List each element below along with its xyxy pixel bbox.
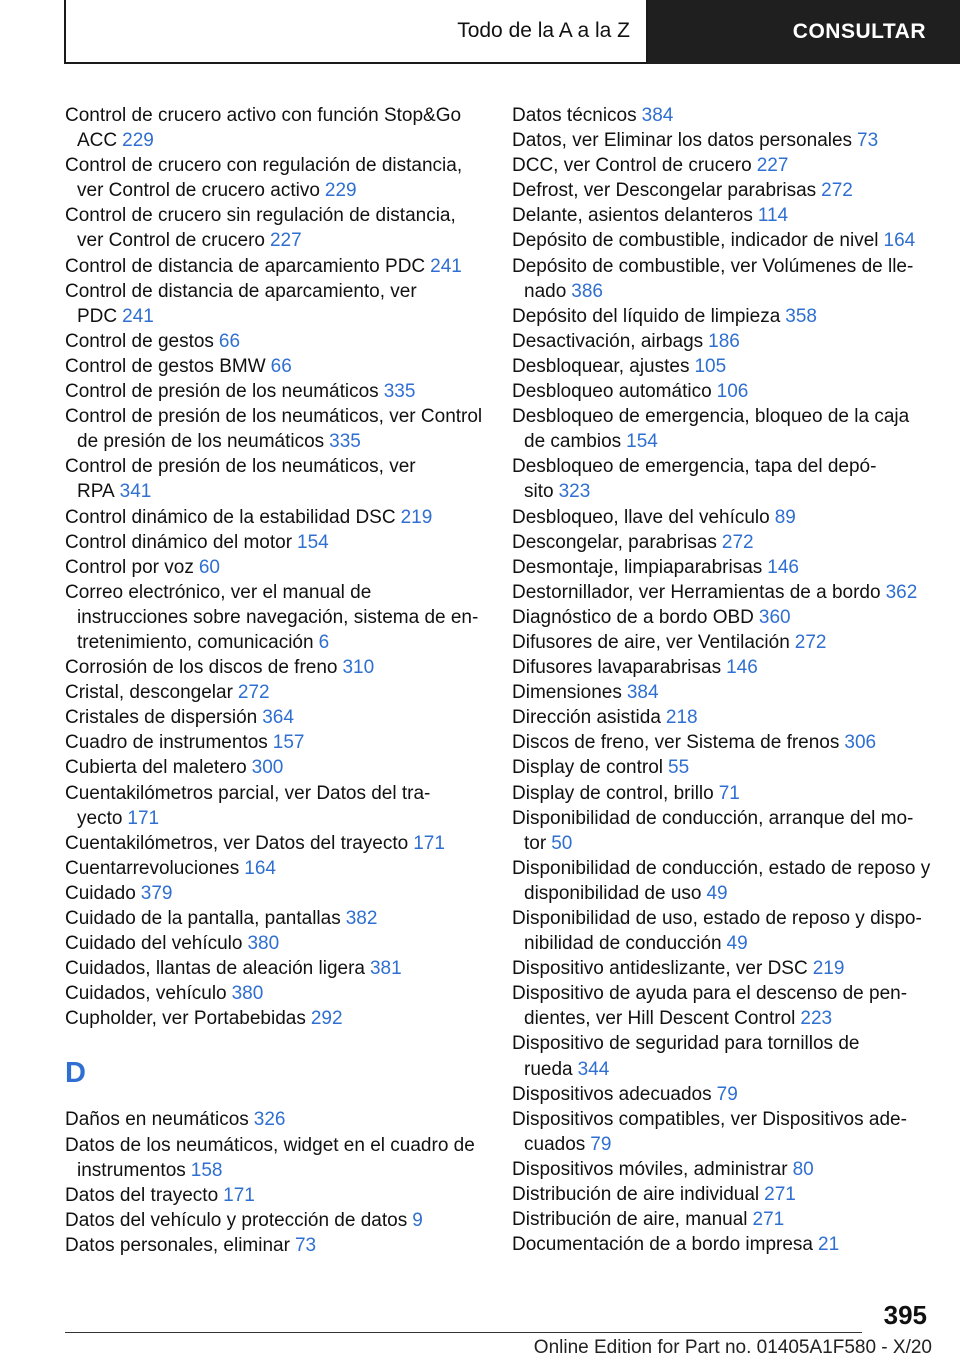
index-entry-text: Distribución de aire individual <box>512 1184 760 1206</box>
index-entry-text: Control de crucero con regulación de distancia, ver Control de crucero activo <box>65 155 463 202</box>
index-entry <box>512 856 932 906</box>
index-entry-page-link[interactable]: 146 <box>726 657 758 679</box>
index-entry <box>65 1006 485 1031</box>
index-entry <box>512 956 932 981</box>
index-entry-text: Correo electrónico, ver el manual de instrucciones sobre navegación, sistema de entretenimiento, comunicación <box>65 581 479 653</box>
index-entry-text: Descongelar, parabrisas <box>512 531 717 553</box>
index-entry-page-link[interactable]: 335 <box>329 431 361 453</box>
index-entry-text: Datos del vehículo y protección de datos <box>65 1209 408 1231</box>
index-entry-page-link[interactable]: 154 <box>626 431 658 453</box>
index-entry-page-link[interactable]: 272 <box>794 631 827 653</box>
index-entry-text: Control de crucero sin regulación de distancia, ver Control de crucero <box>65 205 456 252</box>
index-entry-text: Cupholder, ver Portabebidas <box>65 1008 306 1030</box>
index-entry-page-link[interactable]: 292 <box>310 1008 343 1030</box>
index-entry <box>65 1107 485 1132</box>
index-entry-text: Cuidado <box>65 882 136 904</box>
index-entry <box>65 379 485 404</box>
index-entry-text: Display de control, brillo <box>512 782 714 804</box>
index-entry <box>65 1208 485 1233</box>
index-entry-page-link[interactable]: 229 <box>324 180 357 202</box>
index-entry <box>65 730 485 755</box>
index-entry-text: Disponibilidad de uso, estado de reposo y disponibilidad de conducción <box>512 908 922 955</box>
index-entry-text: Cuidado del vehículo <box>65 933 243 955</box>
index-entry-page-link[interactable]: 272 <box>821 180 853 202</box>
index-entry <box>512 454 932 504</box>
index-entry <box>65 1233 485 1258</box>
index-entry <box>65 781 485 831</box>
index-entry-text: Datos técnicos <box>512 105 637 126</box>
index-entry <box>512 981 932 1031</box>
index-entry <box>512 755 932 780</box>
index-column-right <box>512 103 932 1257</box>
index-entry-text: Desbloqueo de emergencia, bloqueo de la caja de cambios <box>512 406 910 453</box>
index-entry-page-link[interactable]: 171 <box>223 1184 255 1206</box>
index-entry-page-link[interactable]: 171 <box>413 832 445 854</box>
index-entry <box>65 655 485 680</box>
index-entry-page-link[interactable]: 341 <box>119 481 152 503</box>
index-entry-page-link[interactable]: 272 <box>721 531 754 553</box>
index-entry-page-link[interactable]: 79 <box>590 1133 612 1155</box>
index-entry-page-link[interactable]: 380 <box>231 983 264 1005</box>
index-entry <box>512 203 932 228</box>
index-entry-page-link[interactable]: 323 <box>558 481 591 503</box>
index-entry-page-link[interactable]: 49 <box>706 882 728 904</box>
footer-edition-text: Online Edition for Part no. 01405A1F580 - X/20 <box>533 1337 932 1358</box>
index-entry-text: Daños en neumáticos <box>65 1109 249 1131</box>
index-entry-page-link[interactable]: 171 <box>127 807 160 829</box>
index-entry <box>65 680 485 705</box>
index-entry-text: Disponibilidad de conducción, estado de reposo y disponibilidad de uso <box>512 857 931 904</box>
index-entry-page-link[interactable]: 335 <box>383 381 416 403</box>
index-entry-page-link[interactable]: 186 <box>708 330 740 352</box>
index-entry <box>65 454 485 504</box>
index-entry <box>65 103 485 153</box>
index-entry <box>65 203 485 253</box>
index-entry-page-link[interactable]: 360 <box>758 606 791 628</box>
index-entry-text: Desbloqueo automático <box>512 381 712 403</box>
index-entry-page-link[interactable]: 219 <box>400 506 433 528</box>
index-entry <box>65 555 485 580</box>
index-entry-text: Desactivación, airbags <box>512 330 704 352</box>
index-entry <box>512 705 932 730</box>
index-entry-page-link[interactable]: 55 <box>668 757 690 779</box>
index-entry-text: Control de distancia de aparcamiento PDC <box>65 255 426 277</box>
index-entry-page-link[interactable]: 219 <box>812 958 845 980</box>
index-entry-page-link[interactable]: 229 <box>122 130 154 152</box>
index-entry <box>512 580 932 605</box>
index-entry <box>512 1157 932 1182</box>
index-entry-text: Desbloqueo de emergencia, tapa del depósito <box>512 456 877 503</box>
index-tab[interactable] <box>64 0 648 64</box>
index-entry-text: Control de gestos BMW <box>65 355 266 377</box>
index-entry-page-link[interactable]: 49 <box>726 933 748 955</box>
index-entry-text: Datos, ver Eliminar los datos personales <box>512 130 853 152</box>
index-entry <box>65 404 485 454</box>
index-entry <box>65 931 485 956</box>
index-entry-page-link[interactable]: 89 <box>774 506 796 528</box>
index-entry-page-link[interactable]: 66 <box>218 330 241 352</box>
index-entry-text: Dispositivos adecuados <box>512 1083 712 1105</box>
index-entry-text: Defrost, ver Descongelar parabrisas <box>512 180 817 202</box>
index-entry-page-link[interactable]: 218 <box>665 707 698 729</box>
index-entry <box>512 555 932 580</box>
index-entry-text: Documentación de a bordo impresa <box>512 1234 814 1256</box>
index-entry <box>512 1207 932 1232</box>
index-entry <box>65 580 485 655</box>
index-entry <box>512 730 932 755</box>
index-entry-page-link[interactable]: 271 <box>764 1184 796 1206</box>
index-entry-page-link[interactable]: 80 <box>792 1158 814 1180</box>
index-entry-text: Disponibilidad de conducción, arranque del motor <box>512 807 914 854</box>
index-entry-page-link[interactable]: 272 <box>237 682 270 704</box>
index-entry <box>512 354 932 379</box>
index-entry <box>512 505 932 530</box>
index-entry-page-link[interactable]: 382 <box>345 908 378 929</box>
index-entry-page-link[interactable]: 227 <box>269 230 302 252</box>
index-entry <box>512 1031 932 1081</box>
index-entry <box>65 1183 485 1208</box>
index-entry-page-link[interactable]: 164 <box>244 857 276 879</box>
index-entry-page-link[interactable]: 223 <box>800 1008 833 1030</box>
index-entry-text: Cuidado de la pantalla, pantallas <box>65 908 341 929</box>
index-entry-text: Control de distancia de aparcamiento, ver PDC <box>65 280 417 327</box>
index-entry-text: Cuentarrevoluciones <box>65 857 240 879</box>
index-entry <box>65 705 485 730</box>
index-entry-text: Distribución de aire, manual <box>512 1209 748 1231</box>
index-entry-page-link[interactable]: 9 <box>412 1209 423 1231</box>
index-entry-page-link[interactable]: 326 <box>253 1109 286 1131</box>
index-entry <box>65 755 485 780</box>
index-list-d-continued <box>512 103 932 1257</box>
index-entry-text: Dimensiones <box>512 682 622 704</box>
index-entry <box>65 153 485 203</box>
index-entry-text: Datos personales, eliminar <box>65 1234 290 1256</box>
index-entry-page-link[interactable]: 344 <box>577 1058 610 1080</box>
index-entry-text: Cuentakilómetros, ver Datos del trayecto <box>65 832 409 854</box>
index-entry-text: Dirección asistida <box>512 707 661 729</box>
index-entry-page-link[interactable]: 66 <box>270 355 292 377</box>
index-entry <box>65 1133 485 1183</box>
index-entry-page-link[interactable]: 379 <box>140 882 173 904</box>
index-column-left <box>65 103 485 1258</box>
index-entry <box>65 530 485 555</box>
index-entry-text: Control de gestos <box>65 330 214 352</box>
index-entry-page-link[interactable]: 164 <box>883 230 916 252</box>
index-list-d <box>65 1107 485 1258</box>
index-entry <box>65 831 485 856</box>
index-entry <box>512 605 932 630</box>
index-entry-text: Desbloquear, ajustes <box>512 355 690 377</box>
index-entry-page-link[interactable]: 21 <box>818 1234 840 1256</box>
index-entry <box>512 655 932 680</box>
index-entry <box>65 881 485 906</box>
index-entry <box>512 329 932 354</box>
index-entry <box>65 354 485 379</box>
index-entry <box>512 178 932 203</box>
index-entry-page-link[interactable]: 381 <box>369 958 402 980</box>
index-entry-page-link[interactable]: 362 <box>885 581 918 603</box>
index-entry-text: Dispositivo antideslizante, ver DSC <box>512 958 808 980</box>
index-entry-page-link[interactable]: 227 <box>756 155 789 177</box>
index-entry-text: Datos del trayecto <box>65 1184 219 1206</box>
index-entry-page-link[interactable]: 71 <box>718 782 740 804</box>
index-entry-text: Display de control <box>512 757 664 779</box>
index-entry-text: Datos de los neumáticos, widget en el cuadro de instrumentos <box>65 1134 475 1181</box>
header-bar <box>64 0 960 64</box>
index-entry <box>512 254 932 304</box>
index-entry-text: Cuadro de instrumentos <box>65 732 268 754</box>
index-entry-text: Delante, asientos delanteros <box>512 205 753 227</box>
index-entry-text: Dispositivos compatibles, ver Dispositivos adecuados <box>512 1108 907 1155</box>
index-entry-page-link[interactable]: 154 <box>297 531 329 553</box>
index-entry-page-link[interactable]: 158 <box>190 1159 223 1181</box>
consult-tab[interactable] <box>648 0 960 64</box>
index-entry-page-link[interactable]: 241 <box>430 255 462 277</box>
index-entry-page-link[interactable]: 386 <box>571 280 603 302</box>
index-entry-text: Difusores de aire, ver Ventilación <box>512 631 790 653</box>
index-entry-text: Dispositivo de ayuda para el descenso de pendientes, ver Hill Descent Control <box>512 983 908 1030</box>
index-entry-page-link[interactable]: 364 <box>262 707 294 729</box>
index-entry <box>512 103 932 128</box>
index-entry <box>65 254 485 279</box>
index-entry-text: Control de crucero activo con función Stop&Go ACC <box>65 105 462 152</box>
index-entry-page-link[interactable]: 60 <box>198 556 220 578</box>
index-entry-page-link[interactable]: 310 <box>342 657 375 679</box>
index-entry <box>65 906 485 931</box>
index-entry <box>512 128 932 153</box>
index-entry-text: Diagnóstico de a bordo OBD <box>512 606 754 628</box>
index-entry <box>512 379 932 404</box>
index-entry <box>65 956 485 981</box>
index-entry-page-link[interactable]: 306 <box>844 732 877 754</box>
index-entry-text: Dispositivos móviles, administrar <box>512 1158 788 1180</box>
index-entry-text: Desmontaje, limpiaparabrisas <box>512 556 763 578</box>
index-tab-label: Todo de la A a la Z <box>457 19 630 42</box>
index-entry <box>512 1107 932 1157</box>
section-letter-d: D <box>65 1057 86 1090</box>
index-list-c <box>65 103 485 1031</box>
index-entry <box>65 329 485 354</box>
index-entry-text: Cristal, descongelar <box>65 682 233 704</box>
index-entry-page-link[interactable]: 79 <box>716 1083 738 1105</box>
index-entry <box>65 856 485 881</box>
index-entry-text: Control dinámico de la estabilidad DSC <box>65 506 396 528</box>
index-entry-text: Cuentakilómetros parcial, ver Datos del trayecto <box>65 782 431 829</box>
index-entry <box>65 279 485 329</box>
index-entry-text: Cristales de dispersión <box>65 707 258 729</box>
index-entry <box>512 680 932 705</box>
index-entry-page-link[interactable]: 50 <box>551 832 573 854</box>
page-number: 395 <box>883 1300 927 1330</box>
index-entry-page-link[interactable]: 6 <box>318 631 330 653</box>
index-entry <box>512 1232 932 1257</box>
index-entry-text: Desbloqueo, llave del vehículo <box>512 506 770 528</box>
index-entry-text: Depósito de combustible, indicador de nivel <box>512 230 879 252</box>
index-entry-text: Control de presión de los neumáticos, ver Control de presión de los neumáticos <box>65 406 483 453</box>
index-entry-text: Difusores lavaparabrisas <box>512 657 722 679</box>
index-entry <box>512 630 932 655</box>
index-entry-text: Dispositivo de seguridad para tornillos de rueda <box>512 1033 860 1080</box>
index-entry-page-link[interactable]: 114 <box>757 205 789 227</box>
index-entry-page-link[interactable]: 146 <box>767 556 799 578</box>
index-entry <box>512 404 932 454</box>
index-entry-page-link[interactable]: 384 <box>641 105 674 126</box>
index-entry-page-link[interactable]: 157 <box>272 732 305 754</box>
index-entry-text: Control dinámico del motor <box>65 531 293 553</box>
consult-tab-label: CONSULTAR <box>792 20 926 43</box>
index-entry <box>65 981 485 1006</box>
index-entry-page-link[interactable]: 106 <box>716 381 749 403</box>
index-entry-text: Cuidados, vehículo <box>65 983 227 1005</box>
index-entry-page-link[interactable]: 241 <box>122 305 154 327</box>
index-entry-page-link[interactable]: 271 <box>752 1209 785 1231</box>
index-entry-text: Control por voz <box>65 556 194 578</box>
index-entry <box>512 1182 932 1207</box>
footer-divider <box>65 1332 862 1333</box>
index-entry <box>512 1082 932 1107</box>
index-entry-text: Cuidados, llantas de aleación ligera <box>65 958 365 980</box>
index-entry-page-link[interactable]: 73 <box>294 1234 317 1256</box>
index-entry <box>512 228 932 253</box>
index-entry-page-link[interactable]: 105 <box>694 355 727 377</box>
index-entry-text: Depósito de combustible, ver Volúmenes de llenado <box>512 255 914 302</box>
index-entry <box>512 906 932 956</box>
index-entry-page-link[interactable]: 73 <box>857 130 879 152</box>
index-entry <box>512 806 932 856</box>
index-entry <box>512 530 932 555</box>
index-entry-text: Control de presión de los neumáticos <box>65 381 379 403</box>
index-entry-text: DCC, ver Control de crucero <box>512 155 752 177</box>
index-entry <box>512 304 932 329</box>
index-entry-text: Discos de freno, ver Sistema de frenos <box>512 732 840 754</box>
index-entry-text: Cubierta del maletero <box>65 757 247 779</box>
index-entry <box>512 781 932 806</box>
index-entry-page-link[interactable]: 384 <box>626 682 659 704</box>
index-entry-text: Corrosión de los discos de freno <box>65 657 338 679</box>
index-entry-text: Control de presión de los neumáticos, ver RPA <box>65 456 416 503</box>
index-entry <box>512 153 932 178</box>
index-entry-text: Depósito del líquido de limpieza <box>512 305 781 327</box>
index-entry <box>65 505 485 530</box>
index-entry-text: Destornillador, ver Herramientas de a bordo <box>512 581 881 603</box>
index-entry-page-link[interactable]: 358 <box>785 305 817 327</box>
index-entry-page-link[interactable]: 380 <box>247 933 280 955</box>
index-entry-page-link[interactable]: 300 <box>251 757 284 779</box>
